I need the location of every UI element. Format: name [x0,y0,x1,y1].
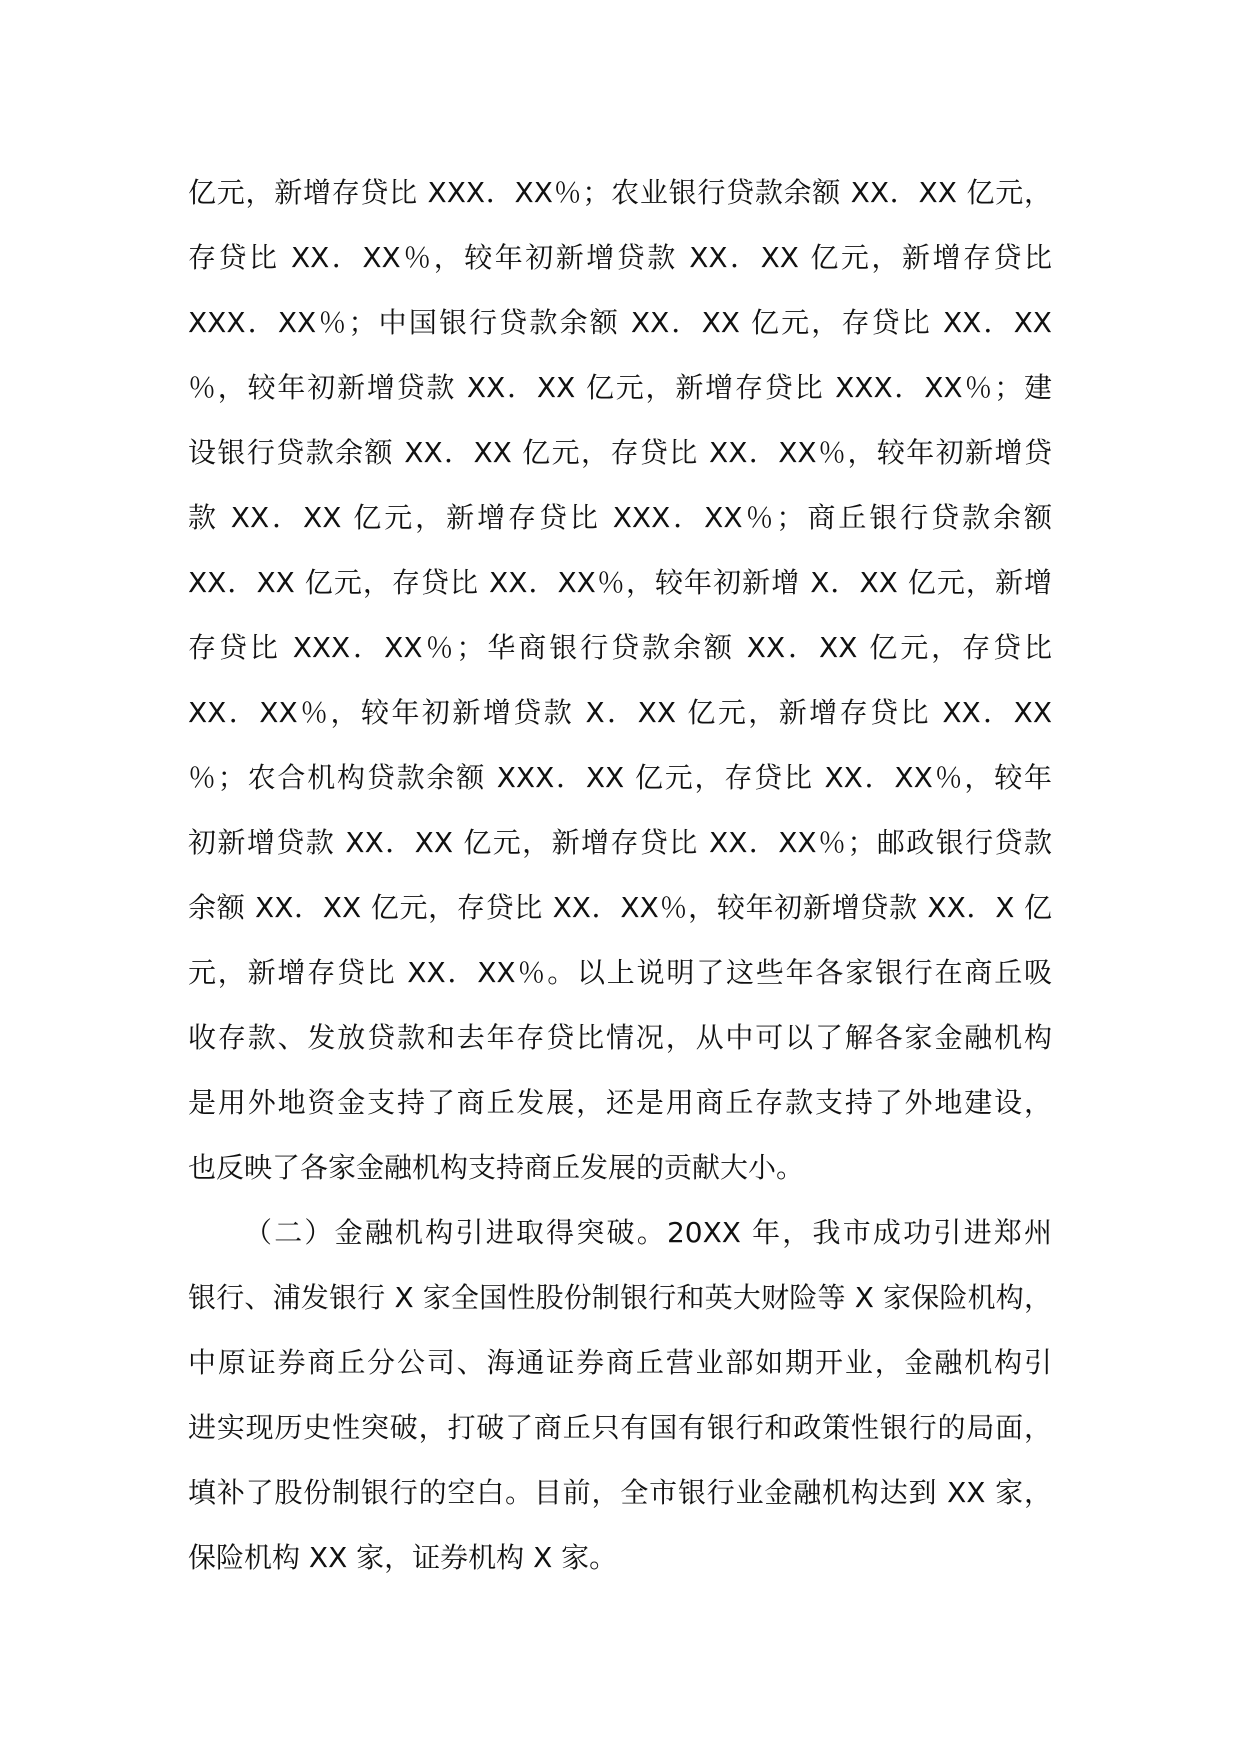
body-text [188,160,1052,1590]
text-line: 中原证券商丘分公司、海通证券商丘营业部如期开业，金融机构引 [188,1346,1052,1379]
text-line: 保险机构 XX 家，证券机构 X 家。 [188,1541,618,1574]
text-line: 也反映了各家金融机构支持商丘发展的贡献大小。 [188,1151,805,1184]
text-line: 填补了股份制银行的空白。目前，全市银行业金融机构达到 XX 家， [188,1476,1052,1509]
text-line: ％；农合机构贷款余额 XXX．XX 亿元，存贷比 XX．XX％，较年 [188,761,1052,794]
text-line: 余额 XX．XX 亿元，存贷比 XX．XX％，较年初新增贷款 XX．X 亿 [188,891,1052,924]
text-line: 亿元，新增存贷比 XXX．XX％；农业银行贷款余额 XX．XX 亿元， [188,176,1052,209]
text-line: ％，较年初新增贷款 XX．XX 亿元，新增存贷比 XXX．XX％；建 [188,371,1052,404]
text-line: 银行、浦发银行 X 家全国性股份制银行和英大财险等 X 家保险机构， [188,1281,1052,1314]
text-line: 是用外地资金支持了商丘发展，还是用商丘存款支持了外地建设， [188,1086,1052,1119]
text-line: XXX．XX％；中国银行贷款余额 XX．XX 亿元，存贷比 XX．XX [188,306,1052,339]
text-line: 初新增贷款 XX．XX 亿元，新增存贷比 XX．XX％；邮政银行贷款 [188,826,1052,859]
text-line: 进实现历史性突破，打破了商丘只有国有银行和政策性银行的局面， [188,1411,1052,1444]
text-line: 存贷比 XX．XX％，较年初新增贷款 XX．XX 亿元，新增存贷比 [188,241,1052,274]
text-line: 收存款、发放贷款和去年存贷比情况，从中可以了解各家金融机构 [188,1021,1052,1054]
text-line: 款 XX．XX 亿元，新增存贷比 XXX．XX％；商丘银行贷款余额 [188,501,1052,534]
text-line: 元，新增存贷比 XX．XX％。以上说明了这些年各家银行在商丘吸 [188,956,1052,989]
text-line: 设银行贷款余额 XX．XX 亿元，存贷比 XX．XX％，较年初新增贷 [188,436,1052,469]
text-line: XX．XX％，较年初新增贷款 X．XX 亿元，新增存贷比 XX．XX [188,696,1052,729]
text-line: XX．XX 亿元，存贷比 XX．XX％，较年初新增 X．XX 亿元，新增 [188,566,1052,599]
paragraph-heading-line: （二）金融机构引进取得突破。20XX 年，我市成功引进郑州 [244,1216,1052,1249]
text-line: 存贷比 XXX．XX％；华商银行贷款余额 XX．XX 亿元，存贷比 [188,631,1052,664]
